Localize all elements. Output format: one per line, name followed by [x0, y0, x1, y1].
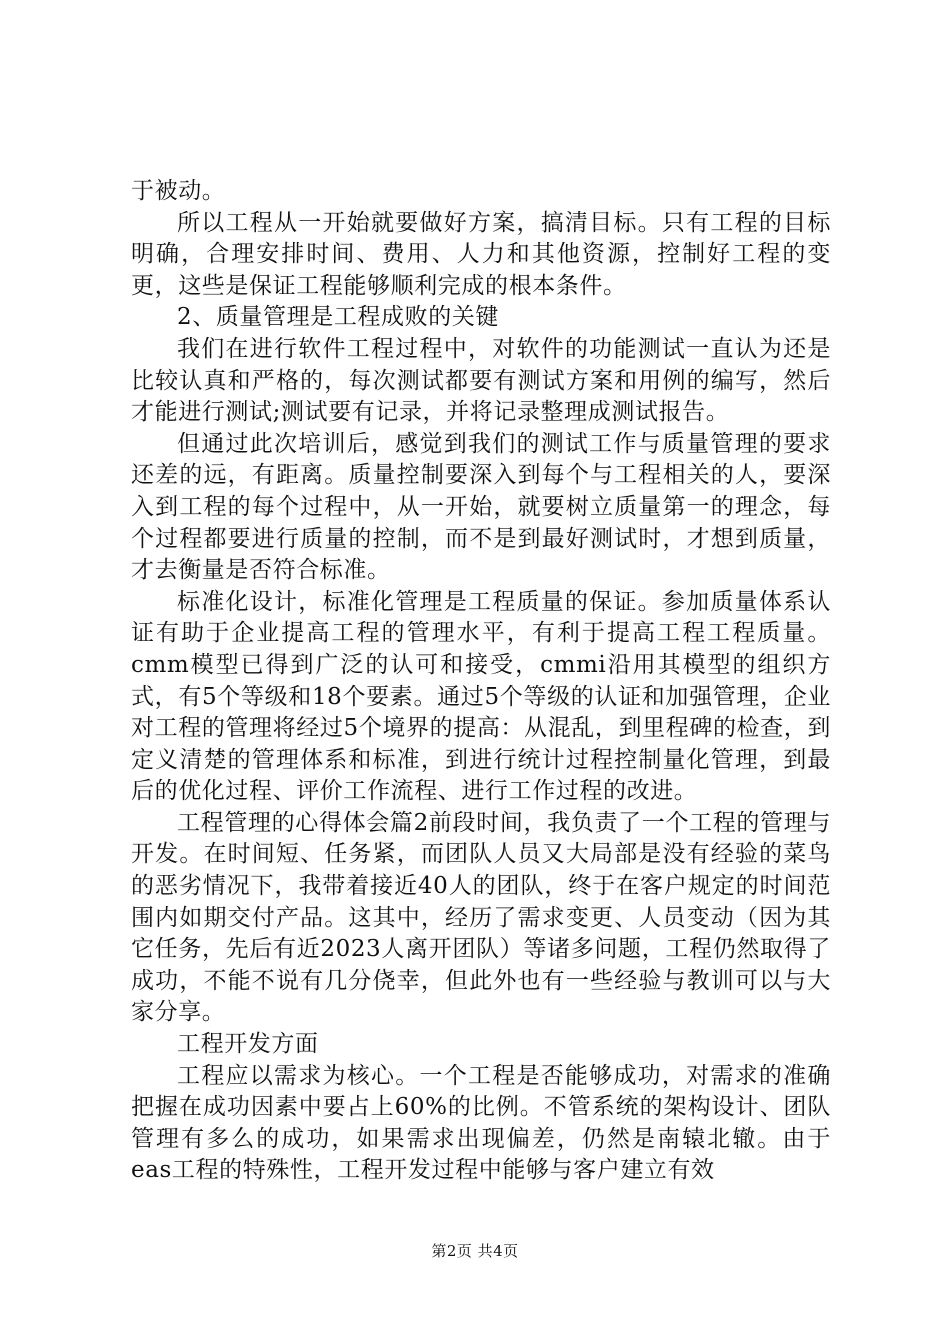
- paragraph-testing: 我们在进行软件工程过程中，对软件的功能测试一直认为还是比较认真和严格的，每次测试都要有测试方案和用例的编写，然后才能进行测试;测试要有记录，并将记录整理成测试报告。: [131, 335, 831, 426]
- body-text: [131, 176, 831, 1187]
- page-footer: 第2页 共4页: [431, 1242, 519, 1260]
- paragraph-goals: 所以工程从一开始就要做好方案，搞清目标。只有工程的目标明确，合理安排时间、费用、人力和其他资源，控制好工程的变更，这些是保证工程能够顺利完成的根本条件。: [131, 209, 831, 299]
- section-heading-quality: 2、质量管理是工程成败的关键: [177, 304, 500, 331]
- paragraph-standardization: 标准化设计，标准化管理是工程质量的保证。参加质量体系认证有助于企业提高工程的管理水平，有利于提高工程工程质量。cmm模型已得到广泛的认可和接受，cmmi沿用其模型的组织方式，有5个等级和18个要素。通过5个等级的认证和加强管理，企业对工程的管理将经过5个境界的提高：从混乱，到里程碑的检查，到定义清楚的管理体系和标准，到进行统计过程控制量化管理，到最后的优化过程、评价工作流程、进行工作过程的改进。: [131, 588, 831, 805]
- paragraph-experience: 工程管理的心得体会篇2前段时间，我负责了一个工程的管理与开发。在时间短、任务紧，而团队人员又大局部是没有经验的菜鸟的恶劣情况下，我带着接近40人的团队，终于在客户规定的时间范围内如期交付产品。这其中，经历了需求变更、人员变动（因为其它任务，先后有近2023人离开团队）等诸多问题，工程仍然取得了成功，不能不说有几分侥幸，但此外也有一些经验与教训可以与大家分享。: [131, 809, 831, 1026]
- section-heading-development: 工程开发方面: [177, 1031, 319, 1058]
- paragraph-requirements: 工程应以需求为核心。一个工程是否能够成功，对需求的准确把握在成功因素中要占上60%的比例。不管系统的架构设计、团队管理有多么的成功，如果需求出现偏差，仍然是南辕北辙。由于eas工程的特殊性，工程开发过程中能够与客户建立有效: [131, 1062, 831, 1184]
- paragraph-training: 但通过此次培训后，感觉到我们的测试工作与质量管理的要求还差的远，有距离。质量控制要深入到每个与工程相关的人，要深入到工程的每个过程中，从一开始，就要树立质量第一的理念，每个过程都要进行质量的控制，而不是到最好测试时，才想到质量，才去衡量是否符合标准。: [131, 430, 831, 584]
- paragraph-continuation: 于被动。: [131, 178, 226, 204]
